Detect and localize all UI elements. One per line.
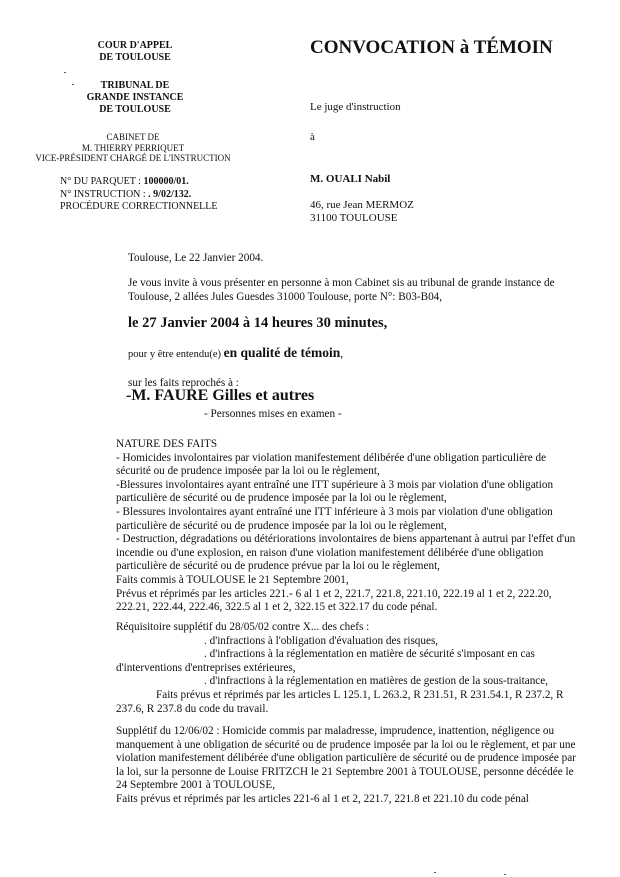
nature-line: - Destruction, dégradations ou détériorations involontaires de biens appartenant à autrui par l'effet d'un — [116, 533, 576, 546]
invitation-line: Toulouse, 2 allées Jules Guesdes 31000 Toulouse, porte N°: B03-B04, — [128, 290, 443, 303]
nature-line: Faits commis à TOULOUSE le 21 Septembre 2001, — [116, 573, 349, 586]
nature-line: incendie ou d'une explosion, en raison d'une violation manifestement délibérée d'une obligation — [116, 546, 544, 559]
invitation-line: Je vous invite à vous présenter en personne à mon Cabinet sis au tribunal de grande instance de — [128, 277, 555, 289]
nature-line: - Blessures involontaires ayant entraîné une ITT inférieure à 3 mois par violation d'une obligation — [116, 505, 553, 518]
tribunal-line: GRANDE INSTANCE — [86, 92, 184, 103]
scan-speck — [434, 872, 436, 873]
nature-line: particulière de sécurité ou de prudence imposée par la loi ou le règlement, — [116, 519, 447, 532]
court-appeal-line: DE TOULOUSE — [99, 52, 171, 63]
nature-line: 222.21, 222.44, 222.46, 322.5 al 1 et 2, 322.15 et 322.17 du code pénal. — [116, 601, 438, 614]
nature-heading: NATURE DES FAITS — [116, 438, 218, 450]
heard-prefix: pour y être entendu(e) — [128, 349, 224, 360]
court-of-appeal-header — [30, 40, 240, 64]
appointment-datetime: le 27 Janvier 2004 à 14 heures 30 minutes, — [128, 315, 388, 331]
accused-names: -M. FAURE Gilles et autres — [126, 387, 315, 404]
suppletif-line: Supplétif du 12/06/02 : Homicide commis par maladresse, imprudence, inattention, négligence ou — [116, 725, 555, 737]
scan-speck — [72, 84, 74, 85]
nature-line: particulière de sécurité ou de prudence imposée par la loi ou le règlement, — [116, 492, 447, 505]
requisitoire-item: . d'infractions à l'obligation d'évaluation des risques, — [204, 634, 439, 647]
suppletif-line: la loi, sur la personne de Louise FRITZCH le 21 Septembre 2001 à TOULOUSE, personne décédée le — [116, 765, 574, 778]
requisitoire-articles: Faits prévus et réprimés par les articles L 125.1, L 263.2, R 231.51, R 231.54.1, R 237.2, R — [156, 688, 564, 701]
requisitoire-intro: Réquisitoire supplétif du 28/05/02 contre X... des chefs : — [116, 621, 370, 633]
heard-suffix: , — [340, 348, 344, 360]
recipient-name: M. OUALI Nabil — [310, 173, 391, 185]
nature-line: particulière de sécurité ou de prudence prévue par la loi ou le règlement, — [116, 560, 440, 573]
facts-intro: sur les faits reprochés à : — [128, 377, 239, 389]
court-appeal-line: COUR D'APPEL — [97, 40, 173, 51]
suppletif-line: violation manifestement délibérée d'une obligation particulière de sécurité ou de prudence imposée par — [116, 752, 576, 765]
requisitoire-articles: 237.6, R 237.8 du code du travail. — [116, 702, 269, 715]
suppletif-line: manquement à une obligation de sécurité ou de prudence imposée par la loi ou le règlement, et par une — [116, 738, 576, 751]
judge-label: Le juge d'instruction — [310, 101, 401, 113]
cabinet-line: CABINET DE — [106, 132, 160, 142]
nature-line: Prévus et réprimés par les articles 221.- 6 al 1 et 2, 221.7, 221.8, 221.10, 222.19 al 1 et 2, 222.20, — [116, 587, 552, 600]
date-line: Toulouse, Le 22 Janvier 2004. — [128, 252, 264, 264]
nature-of-facts — [116, 438, 606, 615]
instruction-number: N° INSTRUCTION : . 9/02/132. — [60, 188, 192, 200]
cabinet-line: M. THIERRY PERRIQUET — [81, 142, 185, 153]
scan-speck — [504, 874, 506, 875]
cabinet-line: VICE-PRÉSIDENT CHARGÉ DE L'INSTRUCTION — [35, 153, 231, 163]
cabinet-header — [22, 132, 244, 164]
invitation-paragraph — [128, 277, 618, 304]
scan-speck — [64, 72, 66, 73]
tribunal-header — [30, 80, 240, 116]
parquet-number: N° DU PARQUET : 100000/01. — [60, 176, 189, 187]
address-line: 31100 TOULOUSE — [310, 212, 398, 224]
suppletif-section — [116, 725, 606, 807]
recipient-address — [310, 199, 414, 225]
requisitoire-item: . d'infractions à la réglementation en matières de gestion de la sous-traitance, — [204, 675, 549, 688]
witness-capacity — [128, 346, 618, 362]
address-line: 46, rue Jean MERMOZ — [310, 199, 414, 211]
requisitoire-section — [116, 621, 606, 716]
document-title: CONVOCATION à TÉMOIN — [310, 37, 553, 58]
nature-line: -Blessures involontaires ayant entraîné une ITT supérieure à 3 mois par violation d'une obligation — [116, 478, 554, 491]
suppletif-line: Faits prévus et réprimés par les articles 221-6 al 1 et 2, 221.7, 221.8 et 221.10 du code pénal — [116, 792, 529, 805]
case-references — [60, 176, 300, 214]
to-label: à — [310, 131, 315, 143]
nature-line: - Homicides involontaires par violation manifestement délibérée d'une obligation particulière de — [116, 451, 547, 464]
requisitoire-item: . d'infractions à la réglementation en matière de sécurité s'imposant en cas — [204, 648, 535, 661]
tribunal-line: DE TOULOUSE — [99, 104, 171, 115]
accused-status: - Personnes mises en examen - — [204, 408, 342, 420]
procedure-type: PROCÉDURE CORRECTIONNELLE — [60, 201, 218, 212]
tribunal-line: TRIBUNAL DE — [100, 80, 170, 91]
suppletif-line: 24 Septembre 2001 à TOULOUSE, — [116, 779, 275, 792]
requisitoire-item-cont: d'interventions d'entreprises extérieures, — [116, 661, 296, 674]
nature-line: sécurité ou de prudence imposée par la loi ou le règlement, — [116, 465, 380, 478]
witness-capacity-bold: en qualité de témoin — [223, 345, 341, 360]
